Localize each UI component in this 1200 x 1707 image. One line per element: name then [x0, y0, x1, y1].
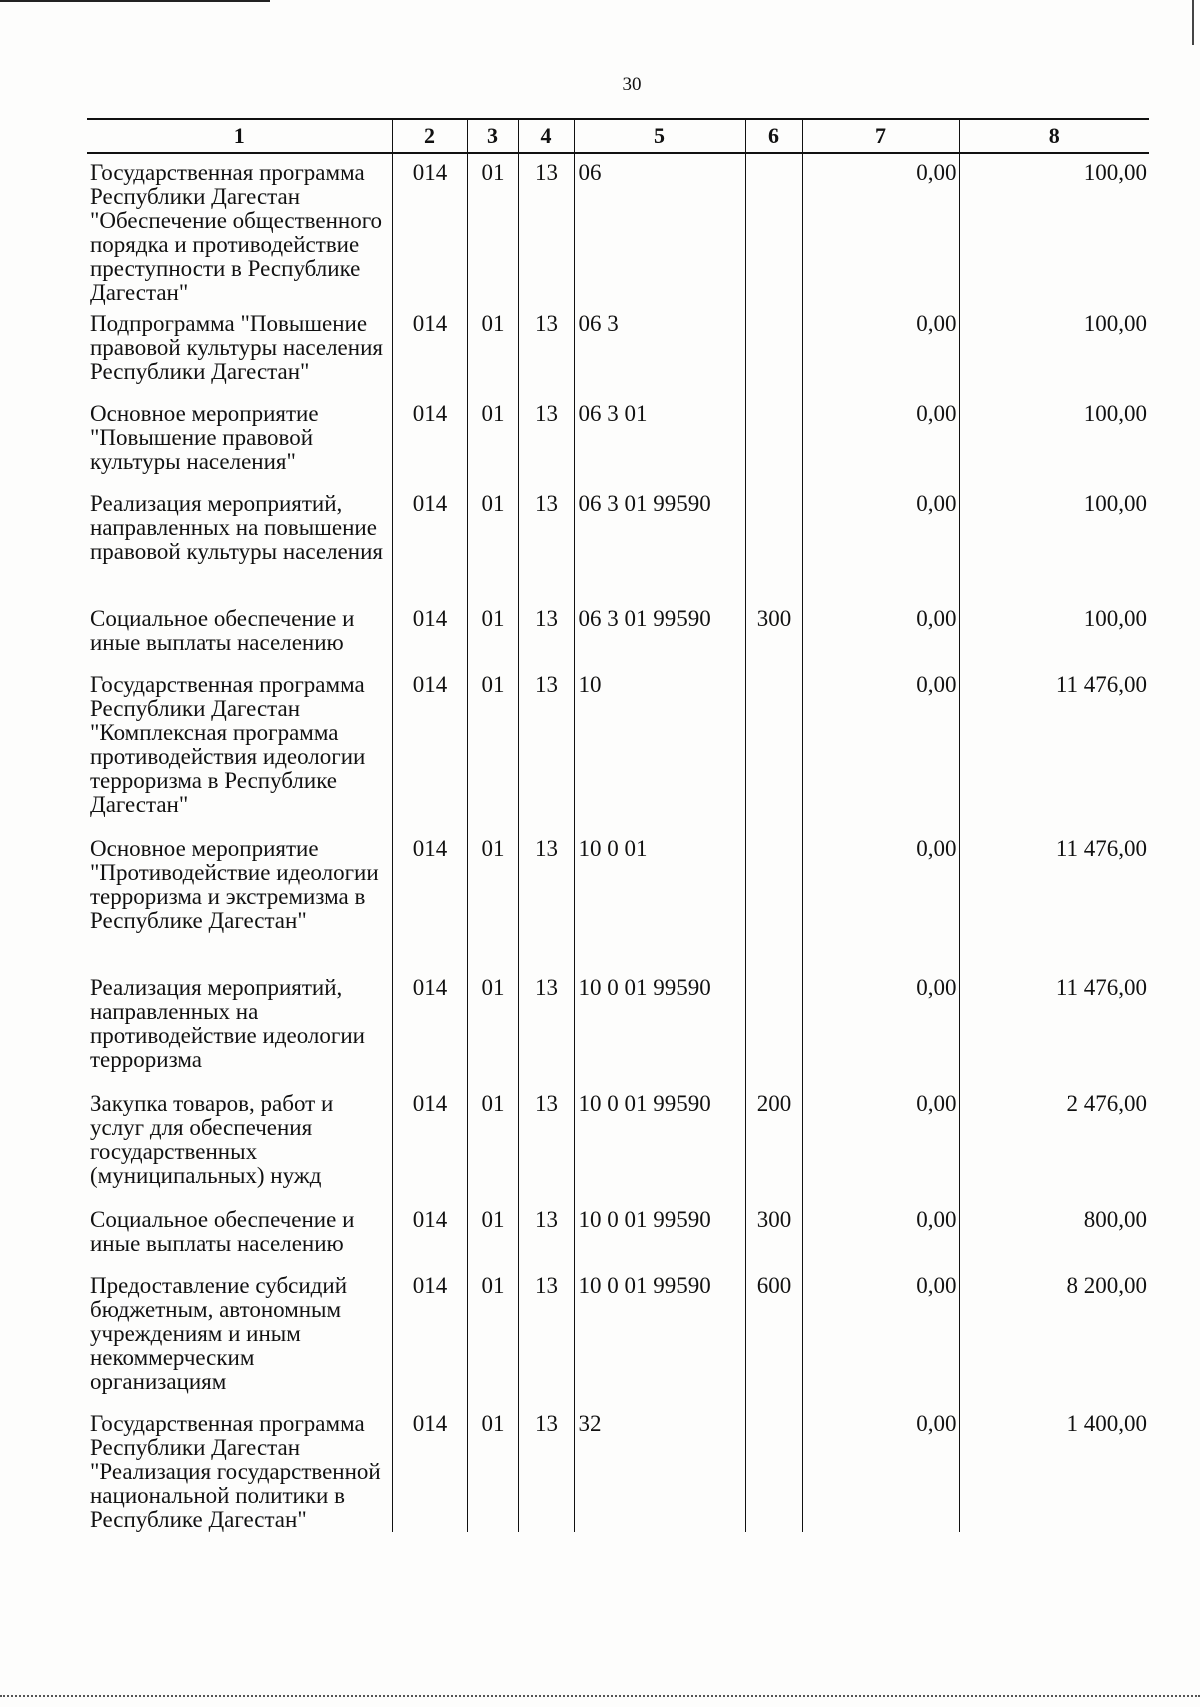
- table-row: [87, 395, 1149, 485]
- row-col-2: 014: [392, 600, 467, 666]
- row-col-3: 01: [467, 153, 518, 305]
- row-col-3: 01: [467, 1201, 518, 1267]
- row-col-5: 10 0 01 99590: [574, 1201, 745, 1267]
- header-col-1: 1: [87, 119, 392, 153]
- row-col-3: 01: [467, 1405, 518, 1532]
- header-col-8: 8: [959, 119, 1149, 153]
- row-col-7: 0,00: [802, 1201, 959, 1267]
- row-col-7: 0,00: [802, 969, 959, 1085]
- page-number: 30: [622, 74, 642, 95]
- row-col-3: 01: [467, 1085, 518, 1201]
- table-row: [87, 600, 1149, 666]
- row-name: Предоставление субсидий бюджетным, автономным учреждениям и иным некоммерческим организациям: [90, 1273, 347, 1394]
- row-col-2: 014: [392, 395, 467, 485]
- row-col-7: 0,00: [802, 1085, 959, 1201]
- row-col-7: 0,00: [802, 153, 959, 305]
- row-col-2: 014: [392, 305, 467, 395]
- row-col-7: 0,00: [802, 666, 959, 830]
- scan-edge-right: [1192, 0, 1194, 45]
- row-col-2: 014: [392, 666, 467, 830]
- row-name: Закупка товаров, работ и услуг для обеспечения государственных (муниципальных) нужд: [90, 1091, 334, 1188]
- header-col-7: 7: [802, 119, 959, 153]
- row-col-7: 0,00: [802, 600, 959, 666]
- table-header-row: [87, 119, 1149, 153]
- row-col-4: 13: [518, 485, 574, 600]
- table-row: [87, 830, 1149, 969]
- row-name: Социальное обеспечение и иные выплаты населению: [90, 606, 355, 655]
- row-col-3: 01: [467, 830, 518, 969]
- table-row: [87, 305, 1149, 395]
- row-col-3: 01: [467, 666, 518, 830]
- row-name: Государственная программа Республики Дагестан "Обеспечение общественного порядка и противодействие преступности в Республике Дагестан": [90, 160, 383, 305]
- row-name: Государственная программа Республики Дагестан "Комплексная программа противодействия идеологии терроризма в Республике Дагестан": [90, 672, 366, 817]
- scan-edge-bottom: [0, 1695, 1200, 1697]
- row-col-4: 13: [518, 969, 574, 1085]
- row-col-8: 800,00: [959, 1201, 1149, 1267]
- scan-edge-top: [0, 0, 270, 2]
- row-col-7: 0,00: [802, 1267, 959, 1405]
- row-col-5: 06 3 01 99590: [574, 485, 745, 600]
- row-name: Основное мероприятие "Повышение правовой культуры населения": [90, 401, 319, 474]
- row-name: Основное мероприятие "Противодействие идеологии терроризма и экстремизма в Республике Дагестан": [90, 836, 379, 933]
- row-col-5: 32: [574, 1405, 745, 1532]
- row-col-3: 01: [467, 395, 518, 485]
- row-col-6: 300: [745, 1201, 802, 1267]
- row-col-5: 10 0 01 99590: [574, 969, 745, 1085]
- row-col-7: 0,00: [802, 305, 959, 395]
- row-col-4: 13: [518, 600, 574, 666]
- row-col-5: 06 3 01: [574, 395, 745, 485]
- row-col-2: 014: [392, 1085, 467, 1201]
- header-col-3: 3: [467, 119, 518, 153]
- row-col-2: 014: [392, 1267, 467, 1405]
- row-col-7: 0,00: [802, 830, 959, 969]
- table-row: [87, 666, 1149, 830]
- row-col-6: [745, 395, 802, 485]
- row-col-4: 13: [518, 305, 574, 395]
- row-col-4: 13: [518, 395, 574, 485]
- row-col-8: 2 476,00: [959, 1085, 1149, 1201]
- row-col-8: 100,00: [959, 485, 1149, 600]
- row-name: Реализация мероприятий, направленных на повышение правовой культуры населения: [90, 491, 383, 564]
- row-col-3: 01: [467, 600, 518, 666]
- table-row: [87, 153, 1149, 305]
- header-col-6: 6: [745, 119, 802, 153]
- row-col-8: 1 400,00: [959, 1405, 1149, 1532]
- row-col-6: [745, 305, 802, 395]
- row-col-3: 01: [467, 305, 518, 395]
- budget-table: [87, 118, 1149, 1532]
- row-col-6: 600: [745, 1267, 802, 1405]
- row-col-5: 10 0 01 99590: [574, 1267, 745, 1405]
- row-col-2: 014: [392, 830, 467, 969]
- row-col-3: 01: [467, 1267, 518, 1405]
- row-name: Государственная программа Республики Дагестан "Реализация государственной национальной политики в Республике Дагестан": [90, 1411, 381, 1532]
- row-col-8: 11 476,00: [959, 830, 1149, 969]
- row-col-2: 014: [392, 485, 467, 600]
- table-row: [87, 1201, 1149, 1267]
- row-col-5: 10 0 01 99590: [574, 1085, 745, 1201]
- row-name: Социальное обеспечение и иные выплаты населению: [90, 1207, 355, 1256]
- header-col-5: 5: [574, 119, 745, 153]
- row-col-5: 10: [574, 666, 745, 830]
- row-col-8: 11 476,00: [959, 666, 1149, 830]
- row-col-2: 014: [392, 969, 467, 1085]
- row-col-6: [745, 969, 802, 1085]
- row-col-8: 100,00: [959, 600, 1149, 666]
- row-name: Реализация мероприятий, направленных на противодействие идеологии терроризма: [90, 975, 365, 1072]
- row-col-2: 014: [392, 1405, 467, 1532]
- row-col-3: 01: [467, 485, 518, 600]
- table-row: [87, 1405, 1149, 1532]
- row-col-4: 13: [518, 153, 574, 305]
- row-col-8: 8 200,00: [959, 1267, 1149, 1405]
- row-col-4: 13: [518, 666, 574, 830]
- row-col-4: 13: [518, 1405, 574, 1532]
- header-col-4: 4: [518, 119, 574, 153]
- row-col-5: 10 0 01: [574, 830, 745, 969]
- row-col-6: 300: [745, 600, 802, 666]
- row-col-4: 13: [518, 830, 574, 969]
- row-col-2: 014: [392, 1201, 467, 1267]
- row-col-4: 13: [518, 1085, 574, 1201]
- table-row: [87, 485, 1149, 600]
- table-row: [87, 1085, 1149, 1201]
- row-col-8: 100,00: [959, 305, 1149, 395]
- row-col-4: 13: [518, 1201, 574, 1267]
- row-col-8: 100,00: [959, 153, 1149, 305]
- table-row: [87, 969, 1149, 1085]
- row-col-6: [745, 666, 802, 830]
- row-col-7: 0,00: [802, 1405, 959, 1532]
- row-col-5: 06: [574, 153, 745, 305]
- row-col-6: [745, 830, 802, 969]
- row-col-8: 100,00: [959, 395, 1149, 485]
- row-col-3: 01: [467, 969, 518, 1085]
- row-name: Подпрограмма "Повышение правовой культуры населения Республики Дагестан": [90, 311, 383, 384]
- row-col-7: 0,00: [802, 485, 959, 600]
- row-col-6: [745, 485, 802, 600]
- table-row: [87, 1267, 1149, 1405]
- row-col-6: [745, 153, 802, 305]
- row-col-5: 06 3 01 99590: [574, 600, 745, 666]
- row-col-8: 11 476,00: [959, 969, 1149, 1085]
- header-col-2: 2: [392, 119, 467, 153]
- row-col-6: [745, 1405, 802, 1532]
- row-col-6: 200: [745, 1085, 802, 1201]
- row-col-7: 0,00: [802, 395, 959, 485]
- row-col-2: 014: [392, 153, 467, 305]
- row-col-5: 06 3: [574, 305, 745, 395]
- row-col-4: 13: [518, 1267, 574, 1405]
